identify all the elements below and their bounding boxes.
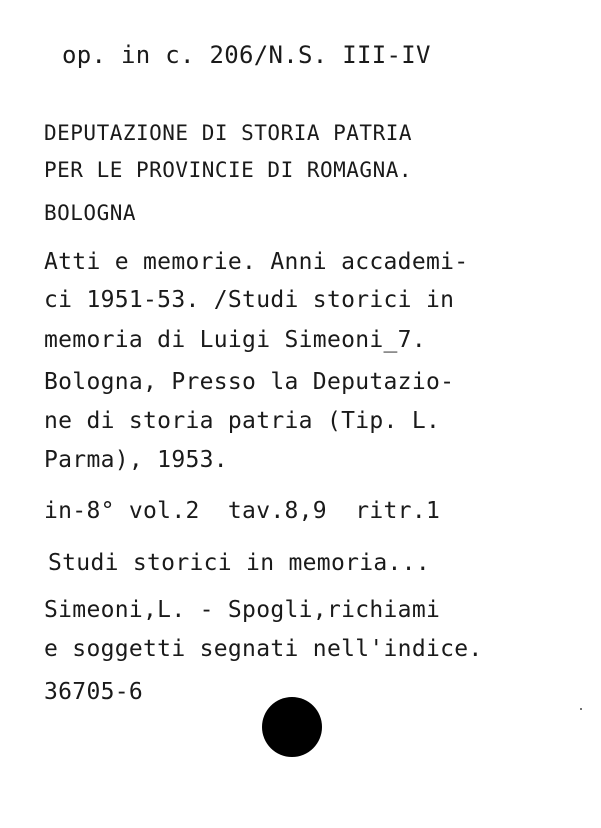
- note-line-2: e soggetti segnati nell'indice.: [44, 636, 483, 662]
- shelfmark: op. in c. 206/N.S. III-IV: [62, 41, 431, 69]
- heading-line-2: PER LE PROVINCIE DI ROMAGNA.: [44, 158, 413, 182]
- body-line-6: Parma), 1953.: [44, 447, 228, 473]
- added-title: Studi storici in memoria...: [48, 550, 430, 576]
- body-line-3: memoria di Luigi Simeoni_7.: [44, 327, 426, 353]
- note-line-1: Simeoni,L. - Spogli,richiami: [44, 597, 441, 623]
- punch-hole: [262, 697, 322, 757]
- heading-line-3: BOLOGNA: [44, 201, 137, 225]
- body-line-5: ne di storia patria (Tip. L.: [44, 408, 441, 434]
- body-line-2: ci 1951-53. /Studi storici in: [44, 287, 455, 313]
- heading-line-1: DEPUTAZIONE DI STORIA PATRIA: [44, 121, 413, 145]
- body-line-1: Atti e memorie. Anni accademi-: [44, 249, 469, 275]
- physical-description: in-8° vol.2 tav.8,9 ritr.1: [44, 498, 441, 524]
- paper-speck: [580, 708, 582, 710]
- accession-number: 36705-6: [44, 679, 144, 705]
- body-line-4: Bologna, Presso la Deputazio-: [44, 369, 455, 395]
